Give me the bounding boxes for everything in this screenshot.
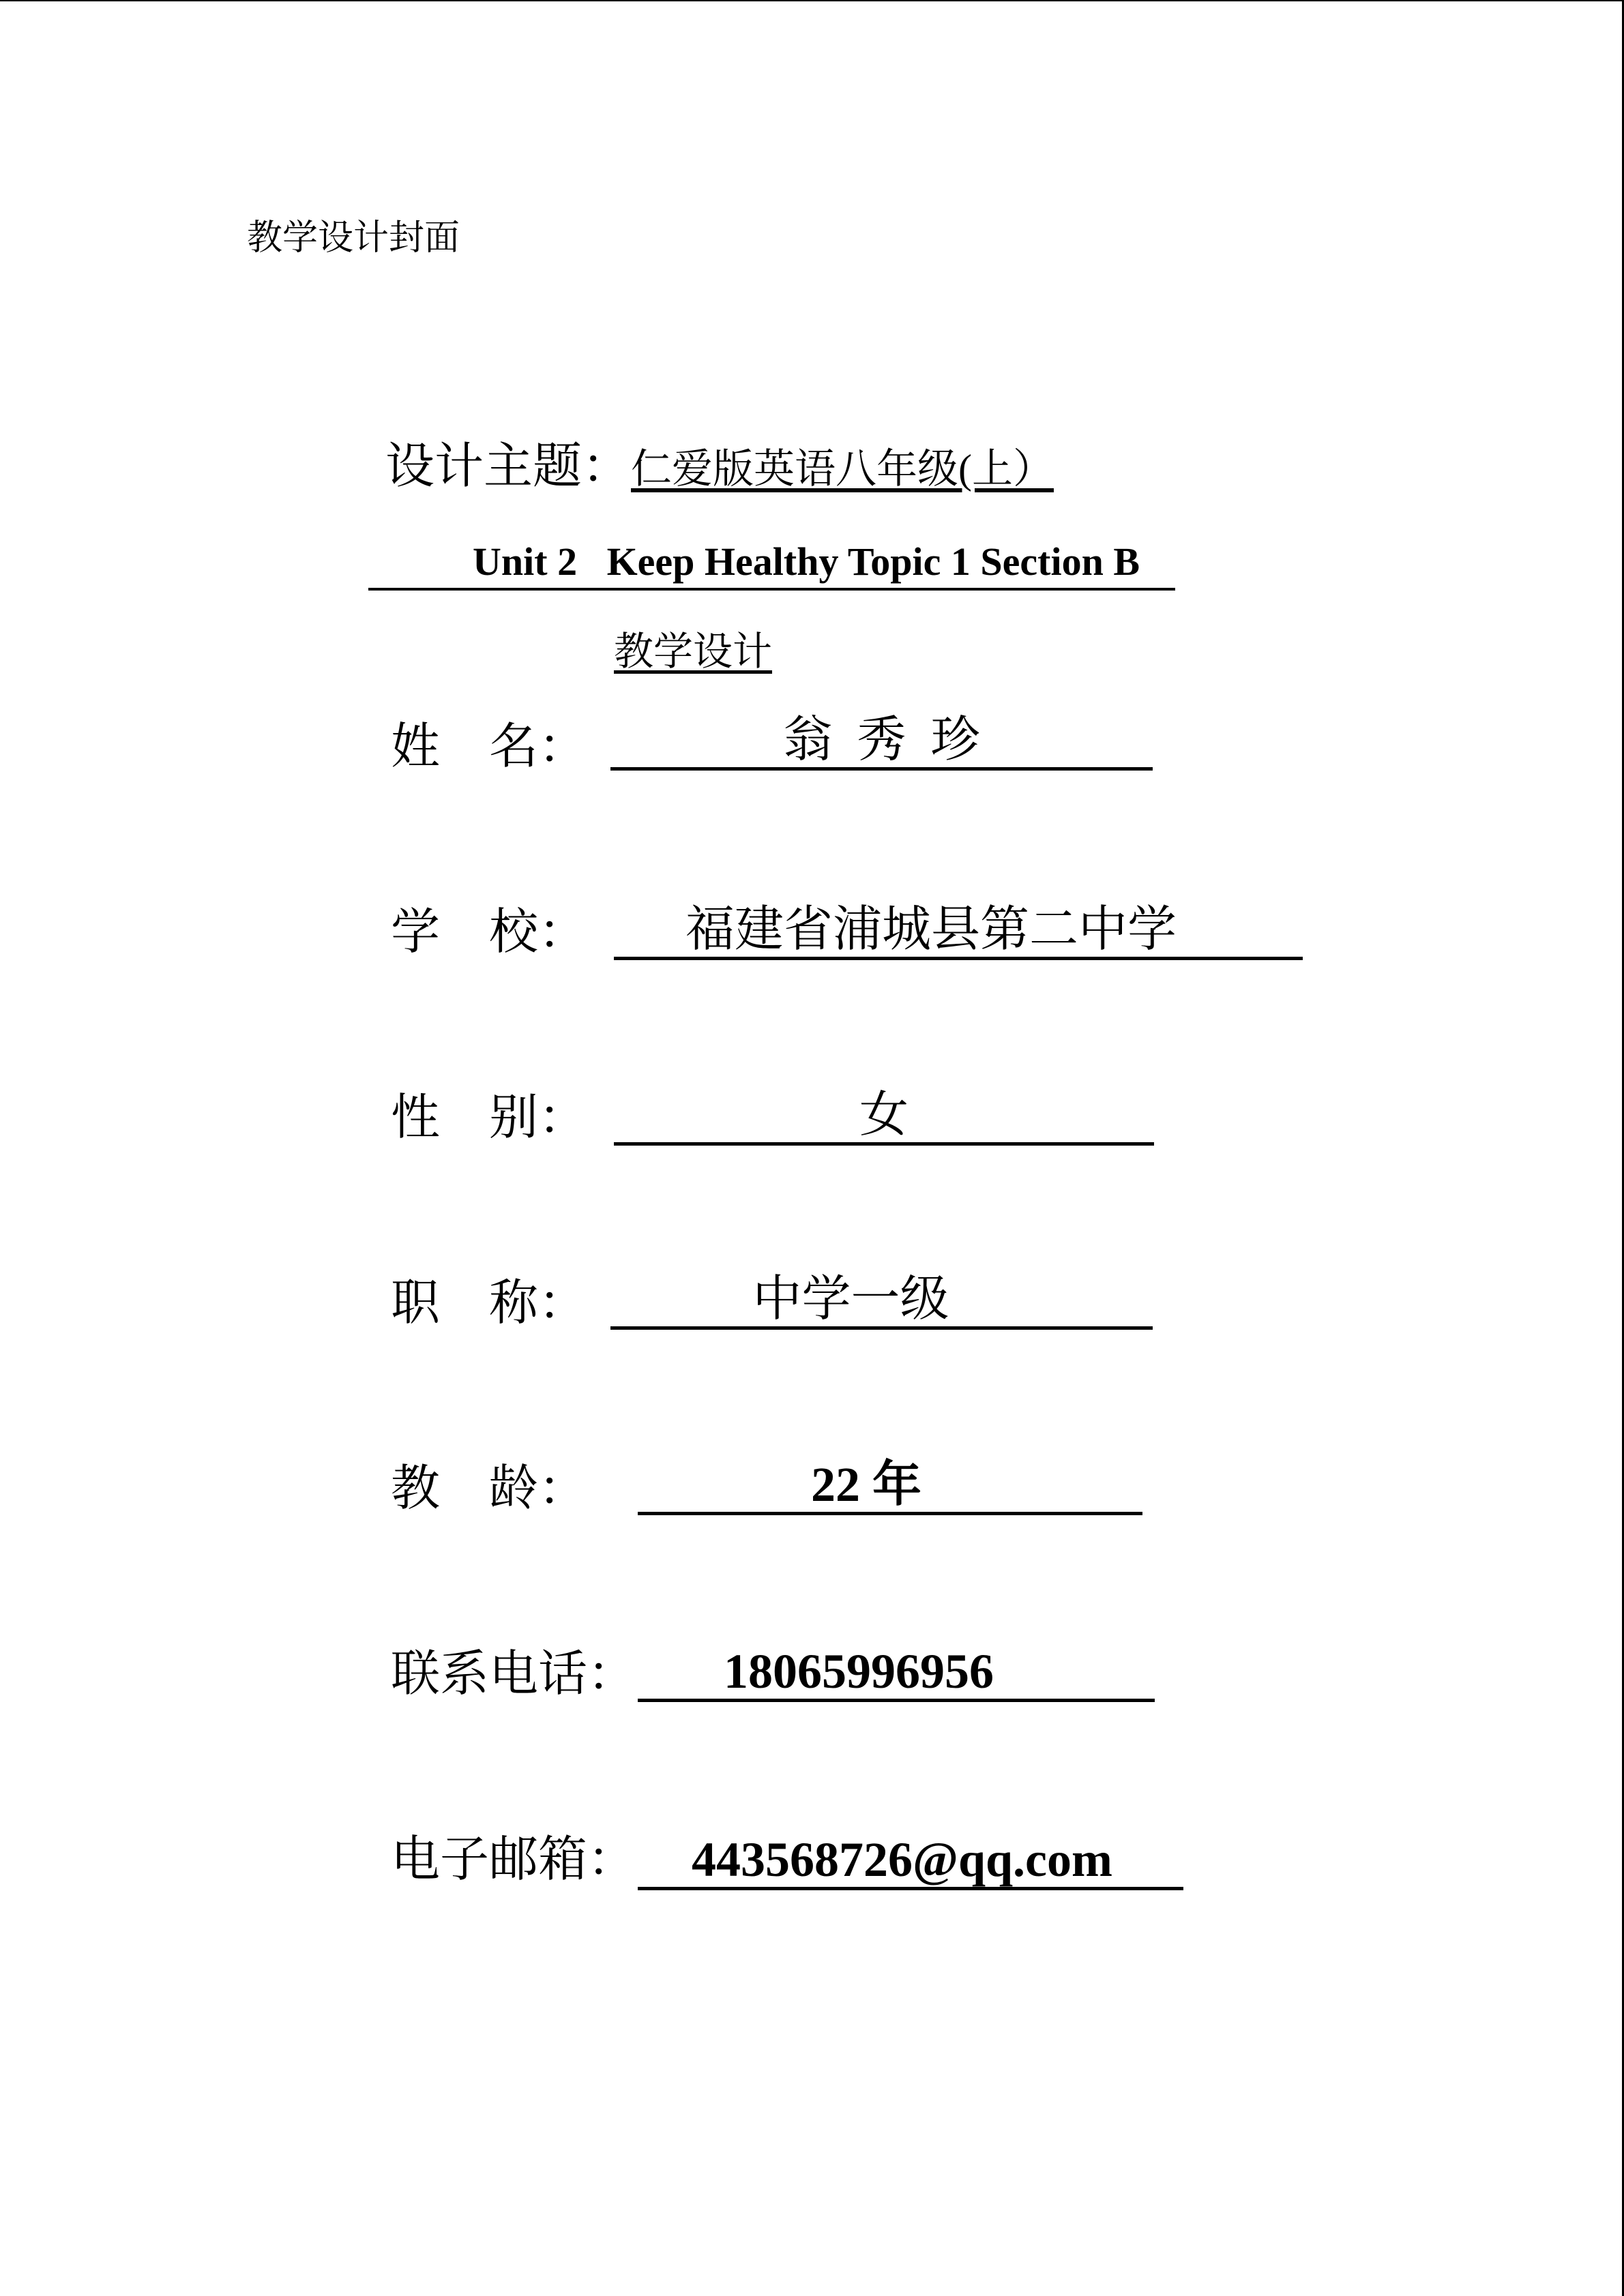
email-label: 电子邮箱：	[391, 1832, 637, 1887]
gender-field: 女	[614, 1084, 1154, 1146]
email-field: 443568726@qq.com	[638, 1829, 1183, 1890]
teaching-years-label: 教 龄：	[391, 1461, 588, 1516]
phone-label: 联系电话：	[391, 1647, 637, 1701]
title-label: 职 称：	[391, 1276, 588, 1330]
page-title: 教学设计封面	[247, 219, 460, 258]
phone-field: 18065996956	[638, 1641, 1155, 1702]
topic-value-line2: Unit 2 Keep Healthy Topic 1 Section B	[473, 539, 1140, 584]
teaching-years-field: 22 年	[638, 1454, 1142, 1515]
topic-value-line2-underline	[368, 536, 1175, 591]
name-field: 翁 秀 珍	[610, 709, 1153, 771]
topic-value-line1: 仁爱版英语八年级(上）	[631, 447, 1054, 492]
school-field: 福建省浦城县第二中学	[614, 899, 1303, 960]
topic-label: 设计主题：	[385, 439, 632, 494]
title-field: 中学一级	[610, 1268, 1153, 1330]
name-label: 姓 名：	[391, 719, 588, 774]
school-label: 学 校：	[391, 905, 588, 959]
gender-label: 性 别：	[391, 1090, 588, 1145]
page-border-top	[0, 0, 1624, 1]
topic-value-line3: 教学设计	[614, 629, 773, 674]
